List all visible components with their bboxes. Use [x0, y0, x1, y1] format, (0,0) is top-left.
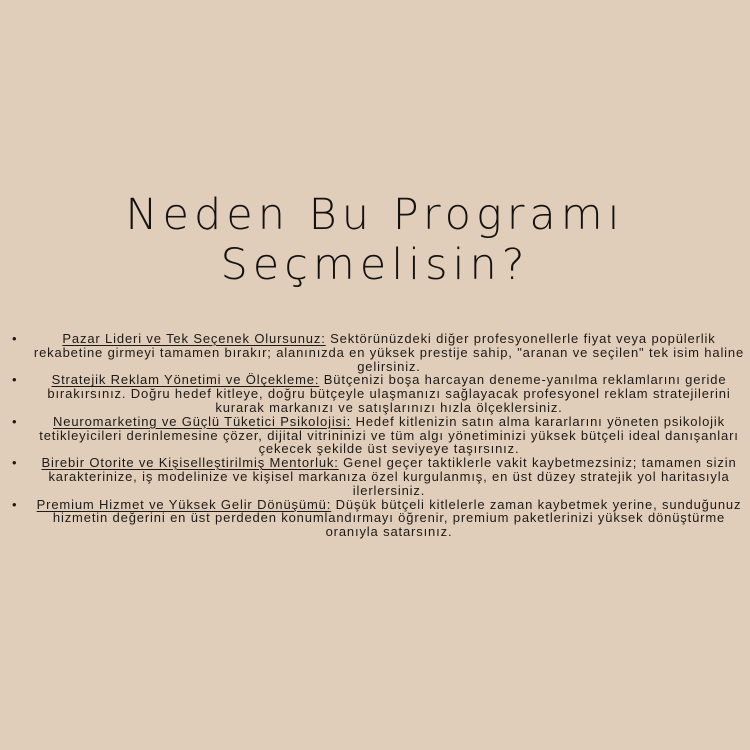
item-text: Hedef kitlenizin satın alma kararlarını yöneten psikolojik tetikleyicileri derinlemesine çözer, dijital vitrininizi ve tüm algı yönetiminizi yüksek bütçeli ideal danışanları çekecek şekilde üst seviyeye taşırsınız. — [39, 413, 739, 457]
list-item — [8, 373, 750, 414]
page-title — [0, 190, 750, 290]
list-item — [8, 332, 750, 373]
item-heading: Stratejik Reklam Yönetimi ve Ölçekleme: — [51, 372, 320, 388]
item-text: Bütçenizi boşa harcayan deneme-yanılma reklamlarını geride bırakırsınız. Doğru hedef kitleye, doğru bütçeyle ulaşmanızı sağlayacak profesyonel reklam stratejilerini kurarak markanızı ve satışlarınızı hızla ölçeklersiniz. — [47, 372, 731, 415]
benefits-list — [8, 332, 750, 539]
item-heading: Birebir Otorite ve Kişiselleştirilmiş Mentorluk: — [41, 455, 339, 471]
item-heading: Premium Hizmet ve Yüksek Gelir Dönüşümü: — [36, 496, 332, 512]
list-item — [8, 498, 750, 539]
bullet-icon: • — [12, 413, 18, 429]
bullet-icon: • — [12, 496, 18, 512]
list-item — [8, 456, 750, 497]
item-text: Genel geçer taktiklerle vakit kaybetmezsiniz; tamamen sizin karakterinize, iş modelinize ve kişisel markanıza özel kurgulanmış, en üst düzey stratejik yol haritasıyla ilerlersiniz. — [48, 455, 737, 498]
item-heading: Pazar Lideri ve Tek Seçenek Olursunuz: — [62, 331, 326, 346]
item-text: Düşük bütçeli kitlelerle zaman kaybetmek yerine, sunduğunuz hizmetin değerini en üst perdeden konumlandırmayı öğrenir, premium paketlerinizi yüksek dönüştürme oranıyla satarsınız. — [52, 496, 742, 540]
bullet-icon: • — [12, 331, 18, 346]
page-title-line-1: Neden Bu Programı — [125, 190, 625, 240]
bullet-icon: • — [12, 372, 18, 388]
page-title-line-2: Seçmelisin? — [220, 240, 530, 290]
item-heading: Neuromarketing ve Güçlü Tüketici Psikolojisi: — [53, 413, 352, 429]
item-text: Sektörünüzdeki diğer profesyonellerle fiyat veya popülerlik rekabetine girmeyi tamamen bırakır; alanınızda en yüksek prestije sahip, "aranan ve seçilen" tek isim haline gelirsiniz. — [33, 331, 745, 374]
bullet-icon: • — [12, 455, 18, 471]
list-item — [8, 415, 750, 456]
